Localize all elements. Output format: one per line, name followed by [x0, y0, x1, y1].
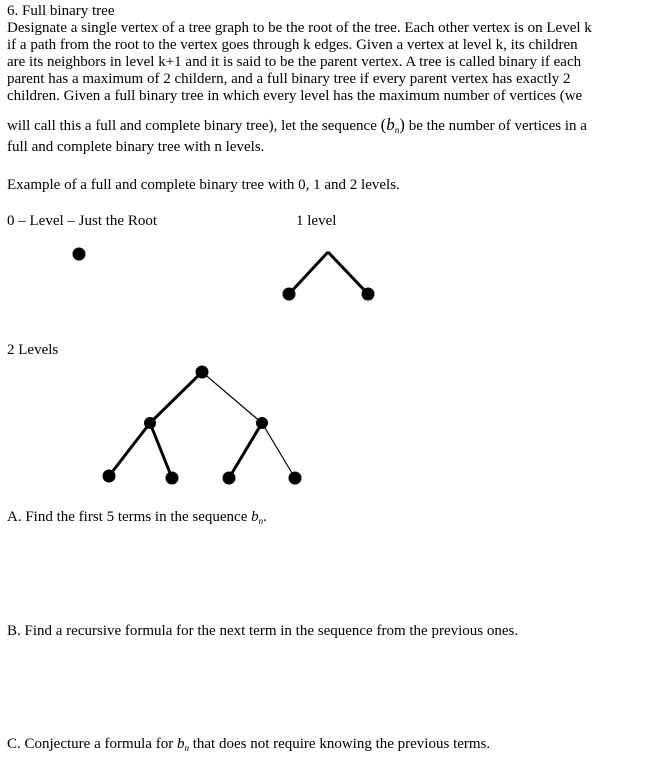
tree1-left-leaf-vertex: [283, 288, 296, 301]
tree2-edge-right-right: [262, 423, 295, 478]
question-c-text-before: C. Conjecture a formula for: [7, 736, 174, 752]
example-label-zero-levels: 0 – Level – Just the Root: [7, 213, 157, 229]
tree2-edge-root-left: [150, 372, 202, 423]
problem-heading: 6. Full binary tree: [7, 3, 115, 19]
sequence-notation: (bn): [380, 115, 405, 135]
tree2-root-vertex: [196, 366, 209, 379]
tree2-edge-left-right: [150, 423, 172, 478]
intro-line-1: Designate a single vertex of a tree graph to be the root of the tree. Each other vertex is on Level k: [7, 20, 592, 36]
example-label-two-levels: 2 Levels: [7, 342, 59, 358]
tree1-edge-left: [289, 252, 328, 294]
tree2-edge-left-left: [109, 423, 150, 476]
question-a-sequence: $b_n$: [251, 509, 264, 526]
sequence-line-after: be the number of vertices in a: [408, 118, 587, 134]
tree1-right-leaf-vertex: [362, 288, 375, 301]
question-b: B. Find a recursive formula for the next term in the sequence from the previous ones.: [7, 623, 519, 639]
intro-line-5: children. Given a full binary tree in which every level has the maximum number of vertices (we: [7, 88, 583, 104]
intro-line-4: parent has a maximum of 2 childern, and a full binary tree if every parent vertex has exactly 2: [7, 71, 571, 87]
example-label-one-level: 1 level: [296, 213, 337, 229]
tree2-leaf-vertex-3: [223, 472, 236, 485]
examples-caption: Example of a full and complete binary tree with 0, 1 and 2 levels.: [7, 177, 400, 193]
tree2-edge-right-left: [229, 423, 262, 478]
tree2-right-child-vertex: [256, 417, 268, 429]
question-c-text-after: that does not require knowing the previous terms.: [192, 736, 491, 752]
tree2-leaf-vertex-2: [166, 472, 179, 485]
question-a-text: A. Find the first 5 terms in the sequence: [7, 509, 248, 525]
tree2-leaf-vertex-4: [289, 472, 302, 485]
tree2-left-child-vertex: [144, 417, 156, 429]
intro-line-2: if a path from the root to the vertex goes through k edges. Given a vertex at level k, its children: [7, 37, 578, 53]
tree-zero-levels: [73, 248, 86, 261]
question-a: [7, 509, 267, 526]
tree2-leaf-vertex-1: [103, 470, 116, 483]
sequence-line-before: will call this a full and complete binary tree), let the sequence: [7, 118, 377, 134]
intro-line-3: are its neighbors in level k+1 and it is said to be the parent vertex. A tree is called binary if each: [7, 54, 582, 70]
tree-two-levels: [103, 366, 302, 485]
question-c: [7, 736, 490, 753]
tree-one-level: [283, 252, 375, 301]
question-a-period: .: [263, 509, 267, 525]
sequence-line-end: full and complete binary tree with n levels.: [7, 139, 265, 155]
tree0-root-vertex: [73, 248, 86, 261]
tree2-edge-root-right: [202, 372, 262, 423]
question-c-sequence: $b_n$: [176, 736, 189, 753]
tree1-edge-right: [328, 252, 368, 294]
